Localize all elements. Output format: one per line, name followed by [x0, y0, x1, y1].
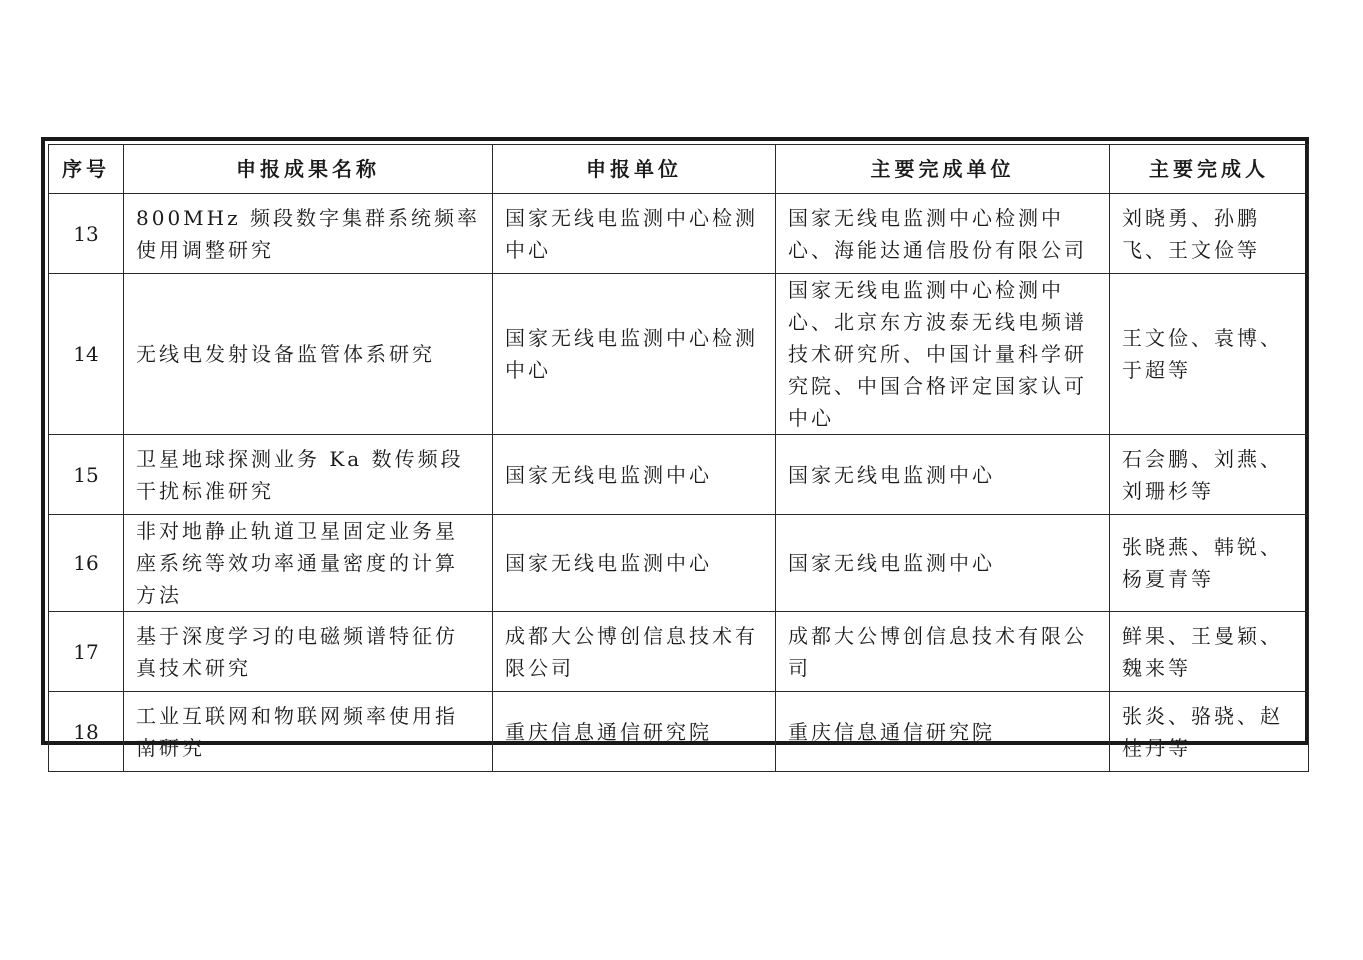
- cell-completing-persons: 石会鹏、刘燕、刘珊杉等: [1110, 435, 1309, 515]
- cell-completing-persons: 张炎、骆骁、赵桂丹等: [1110, 692, 1309, 772]
- cell-completing-persons: 刘晓勇、孙鹏飞、王文俭等: [1110, 194, 1309, 274]
- table-row: [49, 612, 1309, 692]
- table-row: [49, 194, 1309, 274]
- cell-serial-no: 13: [49, 194, 124, 274]
- cell-serial-no: 18: [49, 692, 124, 772]
- cell-completing-units: 国家无线电监测中心检测中心、海能达通信股份有限公司: [776, 194, 1110, 274]
- cell-completing-persons: 张晓燕、韩锐、杨夏青等: [1110, 515, 1309, 612]
- cell-completing-units: 成都大公博创信息技术有限公司: [776, 612, 1110, 692]
- table-header-row: [49, 145, 1309, 194]
- cell-applicant-unit: 国家无线电监测中心: [493, 515, 776, 612]
- table-row: [49, 274, 1309, 435]
- cell-achievement-name: 卫星地球探测业务 Ka 数传频段干扰标准研究: [124, 435, 493, 515]
- cell-applicant-unit: 国家无线电监测中心检测中心: [493, 274, 776, 435]
- cell-serial-no: 15: [49, 435, 124, 515]
- cell-applicant-unit: 国家无线电监测中心检测中心: [493, 194, 776, 274]
- header-completing-units: 主要完成单位: [776, 145, 1110, 194]
- awards-table-frame: [41, 137, 1309, 760]
- cell-completing-persons: 王文俭、袁博、于超等: [1110, 274, 1309, 435]
- cell-achievement-name: 非对地静止轨道卫星固定业务星座系统等效功率通量密度的计算方法: [124, 515, 493, 612]
- cell-achievement-name: 800MHz 频段数字集群系统频率使用调整研究: [124, 194, 493, 274]
- cell-serial-no: 16: [49, 515, 124, 612]
- cell-completing-units: 国家无线电监测中心检测中心、北京东方波泰无线电频谱技术研究所、中国计量科学研究院、中国合格评定国家认可中心: [776, 274, 1110, 435]
- header-applicant-unit: 申报单位: [493, 145, 776, 194]
- cell-completing-units: 重庆信息通信研究院: [776, 692, 1110, 772]
- cell-achievement-name: 基于深度学习的电磁频谱特征仿真技术研究: [124, 612, 493, 692]
- table-row: [49, 515, 1309, 612]
- cell-completing-units: 国家无线电监测中心: [776, 515, 1110, 612]
- header-serial-no: 序号: [49, 145, 124, 194]
- cell-applicant-unit: 国家无线电监测中心: [493, 435, 776, 515]
- cell-achievement-name: 无线电发射设备监管体系研究: [124, 274, 493, 435]
- table-row: [49, 435, 1309, 515]
- cell-serial-no: 17: [49, 612, 124, 692]
- table-row: [49, 692, 1309, 772]
- awards-table: [48, 144, 1309, 772]
- header-completing-persons: 主要完成人: [1110, 145, 1309, 194]
- cell-applicant-unit: 重庆信息通信研究院: [493, 692, 776, 772]
- cell-applicant-unit: 成都大公博创信息技术有限公司: [493, 612, 776, 692]
- cell-completing-units: 国家无线电监测中心: [776, 435, 1110, 515]
- cell-serial-no: 14: [49, 274, 124, 435]
- cell-achievement-name: 工业互联网和物联网频率使用指南研究: [124, 692, 493, 772]
- header-achievement-name: 申报成果名称: [124, 145, 493, 194]
- cell-completing-persons: 鲜果、王曼颖、魏来等: [1110, 612, 1309, 692]
